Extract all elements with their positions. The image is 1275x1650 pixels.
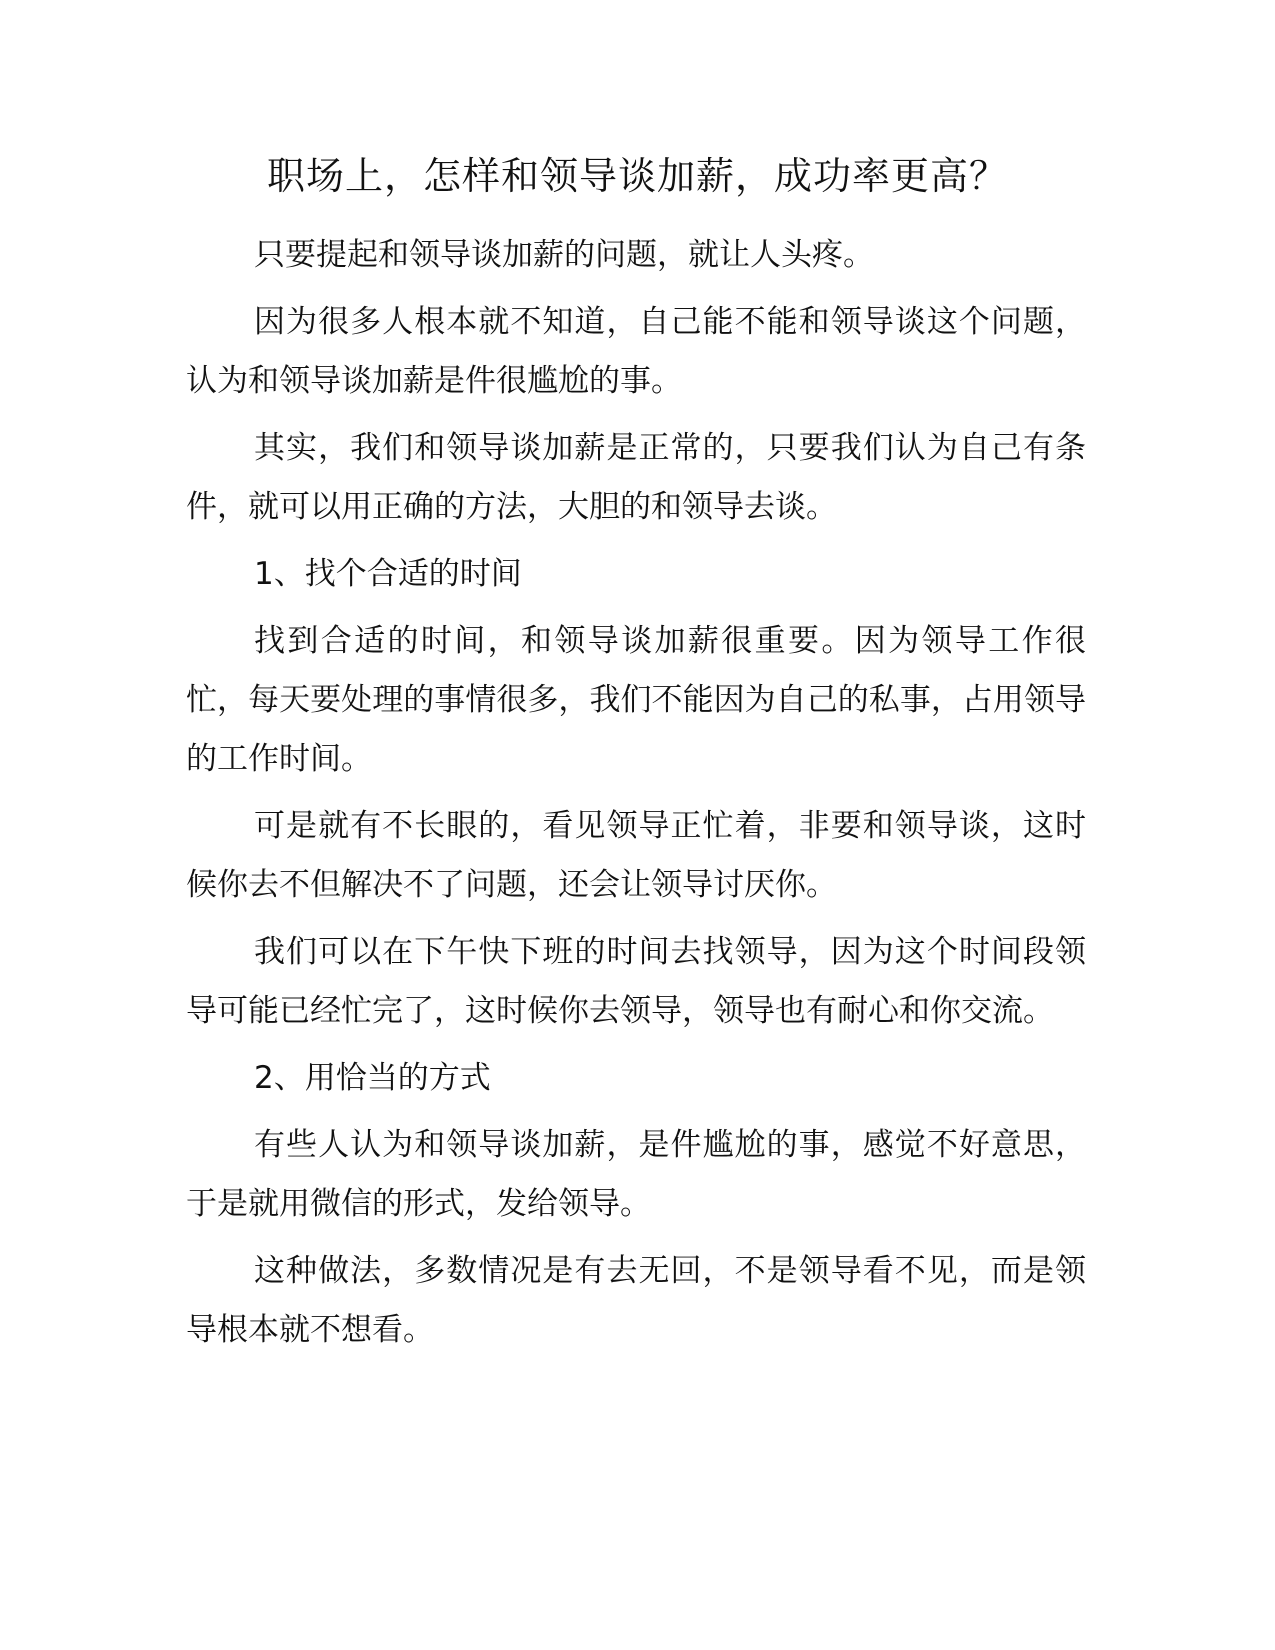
paragraph-ignored: 这种做法，多数情况是有去无回，不是领导看不见，而是领导根本就不想看。 [186,1253,1086,1348]
paragraph-normal: 其实，我们和领导谈加薪是正常的，只要我们认为自己有条件，就可以用正确的方法，大胆的和领导去谈。 [186,430,1086,525]
paragraph-bad-timing: 可是就有不长眼的，看见领导正忙着，非要和领导谈，这时候你去不但解决不了问题，还会让领导讨厌你。 [186,808,1086,903]
paragraph-time: 找到合适的时间，和领导谈加薪很重要。因为领导工作很忙，每天要处理的事情很多，我们不能因为自己的私事，占用领导的工作时间。 [186,623,1086,777]
paragraph-afternoon: 我们可以在下午快下班的时间去找领导，因为这个时间段领导可能已经忙完了，这时候你去领导，领导也有耐心和你交流。 [186,934,1086,1029]
paragraph-reason: 因为很多人根本就不知道，自己能不能和领导谈这个问题，认为和领导谈加薪是件很尴尬的事。 [186,304,1086,399]
paragraph-intro: 只要提起和领导谈加薪的问题，就让人头疼。 [254,237,874,273]
paragraph-wechat: 有些人认为和领导谈加薪，是件尴尬的事，感觉不好意思，于是就用微信的形式，发给领导。 [186,1127,1086,1222]
page-title: 职场上，怎样和领导谈加薪，成功率更高？ [266,154,1008,198]
document-body [186,226,1086,1368]
section-heading-2: 2、用恰当的方式 [254,1060,491,1096]
section-heading-1: 1、找个合适的时间 [254,556,522,592]
